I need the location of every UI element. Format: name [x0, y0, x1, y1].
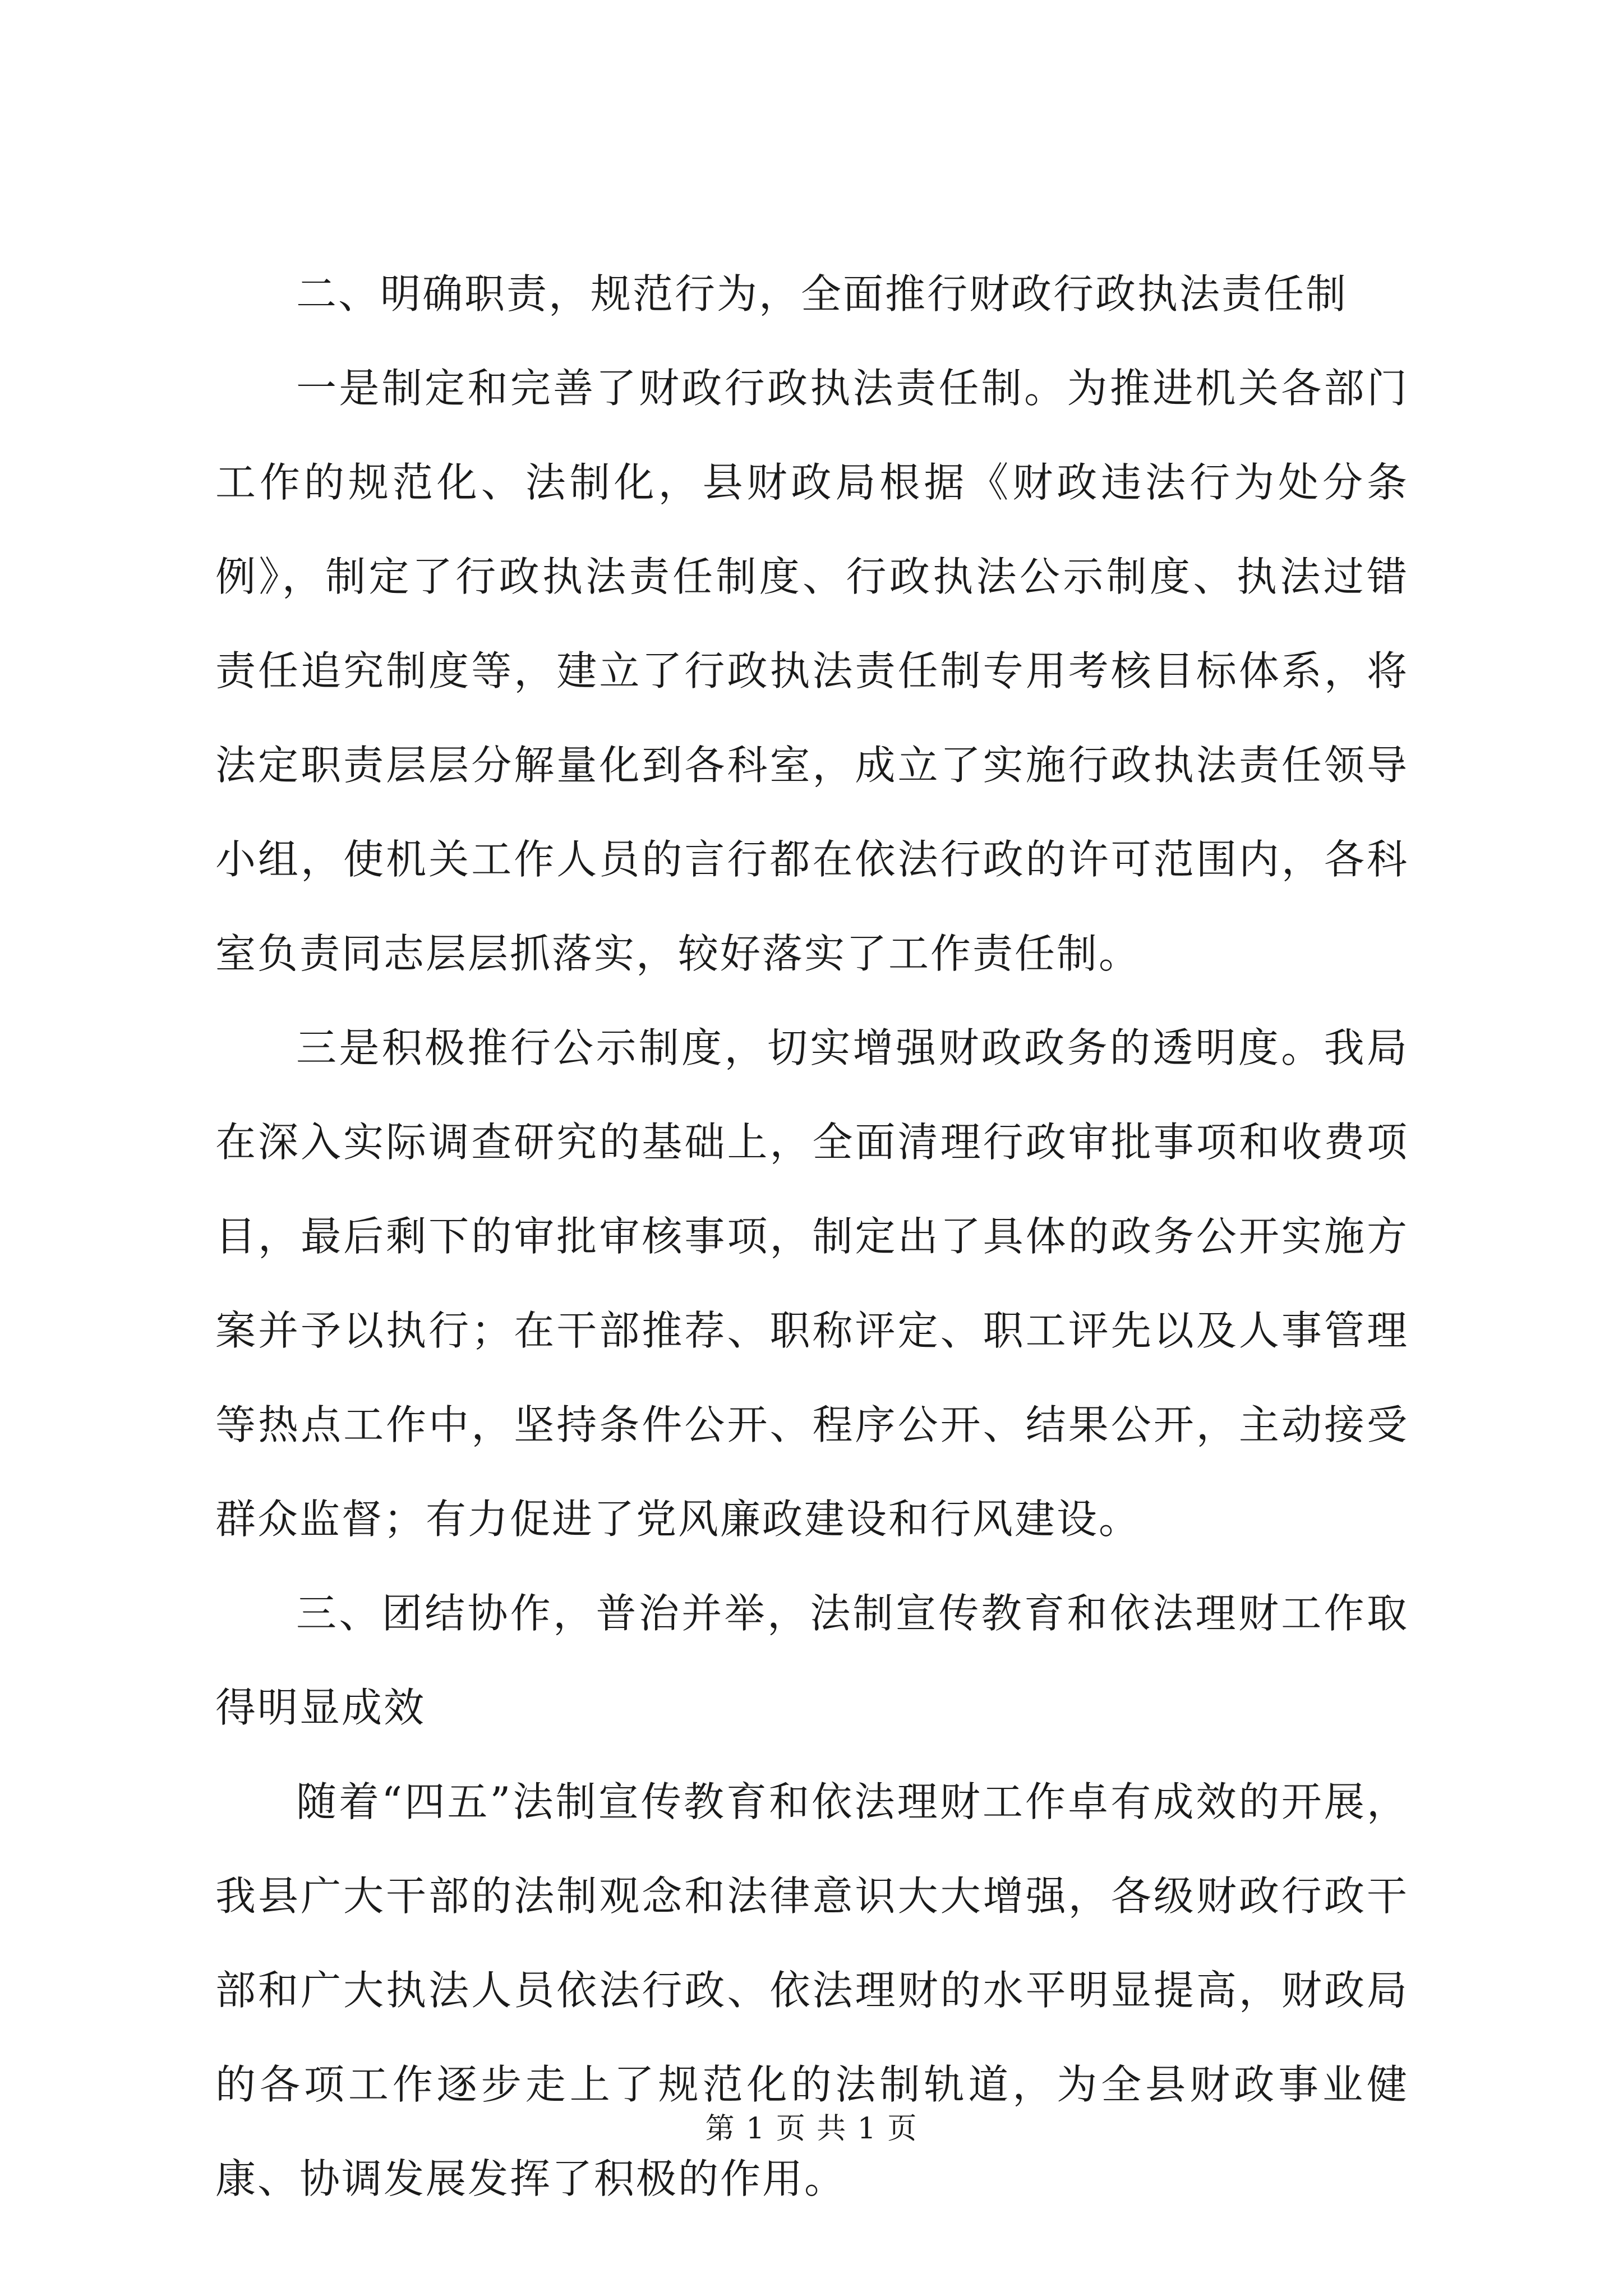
paragraph-3: 随着“四五”法制宣传教育和依法理财工作卓有成效的开展，我县广大干部的法制观念和法律意识大大增强，各级财政行政干部和广大执法人员依法行政、依法理财的水平明显提高，财政局的各项工作逐步走上了规范化的法制轨道，为全县财政事业健康、协调发展发挥了积极的作用。: [215, 1778, 1409, 2202]
section-heading-3: 三、团结协作，普治并举，法制宣传教育和依法理财工作取得明显成效: [215, 1590, 1409, 1731]
paragraph-1: 一是制定和完善了财政行政执法责任制。为推进机关各部门工作的规范化、法制化，县财政局根据《财政违法行为处分条例》，制定了行政执法责任制度、行政执法公示制度、执法过错责任追究制度等，建立了行政执法责任制专用考核目标体系，将法定职责层层分解量化到各科室，成立了实施行政执法责任领导小组，使机关工作人员的言行都在依法行政的许可范围内，各科室负责同志层层抓落实，较好落实了工作责任制。: [215, 365, 1409, 977]
document-body: [215, 247, 1409, 2226]
section-heading-2: 二、明确职责，规范行为，全面推行财政行政执法责任制: [296, 270, 1348, 318]
paragraph-2: 三是积极推行公示制度，切实增强财政政务的透明度。我局在深入实际调查研究的基础上，全面清理行政审批事项和收费项目，最后剩下的审批审核事项，制定出了具体的政务公开实施方案并予以执行；在干部推荐、职称评定、职工评先以及人事管理等热点工作中，坚持条件公开、程序公开、结果公开，主动接受群众监督；有力促进了党风廉政建设和行风建设。: [215, 1024, 1409, 1543]
page-footer: 第 1 页 共 1 页: [705, 2112, 918, 2146]
